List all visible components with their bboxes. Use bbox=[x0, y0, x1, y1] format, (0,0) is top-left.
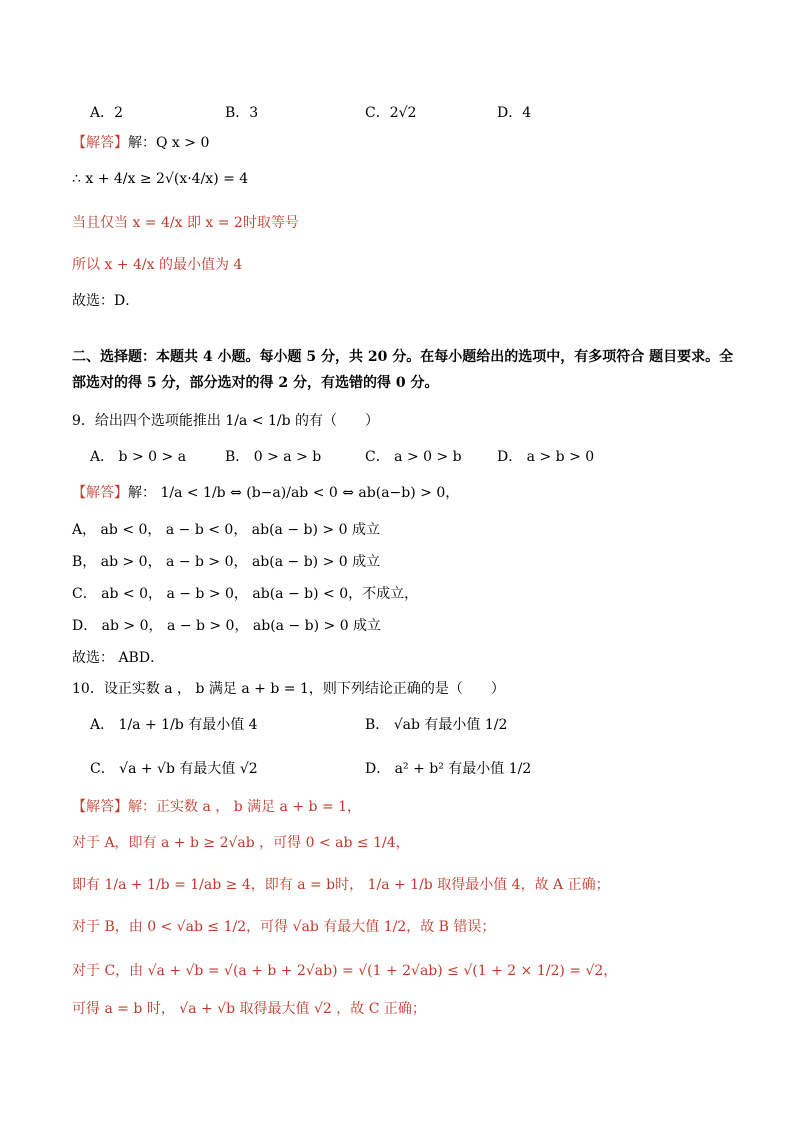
q10-solution-line-a2: 即有 1/a + 1/b = 1/ab ≥ 4，即有 a = b时， 1/a + 1/b 取得最小值 4，故 A 正确； bbox=[72, 877, 610, 893]
q8-option-b: B．3 bbox=[225, 105, 259, 121]
q10-solution-line-c: 对于 C，由 √a + √b = √(a + b + 2√ab) = √(1 + 2√ab) ≤ √(1 + 2 × 1/2) = √2， bbox=[72, 963, 618, 979]
q9-solution-line-d: D． ab > 0， a − b > 0， ab(a − b) > 0 成立 bbox=[72, 618, 382, 634]
q9-solution-line-c: C． ab < 0， a − b > 0， ab(a − b) < 0，不成立， bbox=[72, 586, 419, 602]
q8-answer: 故选：D． bbox=[72, 293, 140, 309]
q9-stem: 9．给出四个选项能推出 1/a < 1/b 的有（ ） bbox=[72, 413, 379, 429]
q9-solution-intro bbox=[72, 484, 459, 502]
q9-solution-line-a: A， ab < 0， a − b < 0， ab(a − b) > 0 成立 bbox=[72, 522, 380, 538]
q10-option-b: B． √ab 有最小值 1/2 bbox=[365, 717, 508, 733]
section2-heading-cont: 部选对的得 5 分，部分选对的得 2 分，有选错的得 0 分。 bbox=[72, 375, 439, 391]
q9-option-a: A． b > 0 > a bbox=[90, 449, 187, 465]
q8-solution-line3: 所以 x + 4/x 的最小值为 4 bbox=[72, 257, 243, 273]
q10-solution-line-b: 对于 B，由 0 < √ab ≤ 1/2，可得 √ab 有最大值 1/2，故 B 错误； bbox=[72, 919, 496, 935]
q10-stem: 10．设正实数 a ， b 满足 a + b = 1，则下列结论正确的是（ ） bbox=[72, 681, 505, 697]
q8-option-a: A．2 bbox=[90, 105, 124, 121]
q10-solution-intro bbox=[72, 798, 361, 816]
q9-solution-intro-text: 解： 1/a < 1/b ⇔ (b−a)/ab < 0 ⇔ ab(a−b) > 0， bbox=[128, 485, 460, 501]
q10-option-c: C． √a + √b 有最大值 √2 bbox=[90, 761, 258, 777]
q8-option-d: D．4 bbox=[497, 105, 532, 121]
q8-option-c: C．2√2 bbox=[365, 105, 417, 121]
q10-solution-intro-text: 解：正实数 a ， b 满足 a + b = 1， bbox=[128, 799, 362, 815]
q8-solution-line2: 当且仅当 x = 4/x 即 x = 2时取等号 bbox=[72, 215, 299, 231]
q9-solution-line-b: B， ab > 0， a − b > 0， ab(a − b) > 0 成立 bbox=[72, 554, 381, 570]
q9-option-c: C． a > 0 > b bbox=[365, 449, 462, 465]
q9-answer: 故选： ABD． bbox=[72, 650, 165, 666]
solution-tag: 【解答】 bbox=[72, 135, 128, 151]
q10-option-a: A． 1/a + 1/b 有最小值 4 bbox=[90, 717, 258, 733]
solution-tag: 【解答】 bbox=[72, 799, 128, 815]
q9-option-b: B． 0 > a > b bbox=[225, 449, 322, 465]
q10-option-d: D． a² + b² 有最小值 1/2 bbox=[365, 761, 532, 777]
q8-solution-intro-text: 解：Q x > 0 bbox=[128, 135, 210, 151]
q8-solution-intro bbox=[72, 134, 209, 152]
solution-tag: 【解答】 bbox=[72, 485, 128, 501]
q8-solution-line1: ∴ x + 4/x ≥ 2√(x·4/x) = 4 bbox=[72, 171, 249, 187]
q9-option-d: D． a > b > 0 bbox=[497, 449, 595, 465]
q10-solution-line-a: 对于 A，即有 a + b ≥ 2√ab ，可得 0 < ab ≤ 1/4， bbox=[72, 835, 410, 851]
q10-solution-line-c2: 可得 a = b 时， √a + √b 取得最大值 √2 ，故 C 正确； bbox=[72, 1001, 426, 1017]
section2-heading: 二、选择题：本题共 4 小题。每小题 5 分，共 20 分。在每小题给出的选项中，有多项符合 题目要求。全 bbox=[72, 349, 734, 365]
